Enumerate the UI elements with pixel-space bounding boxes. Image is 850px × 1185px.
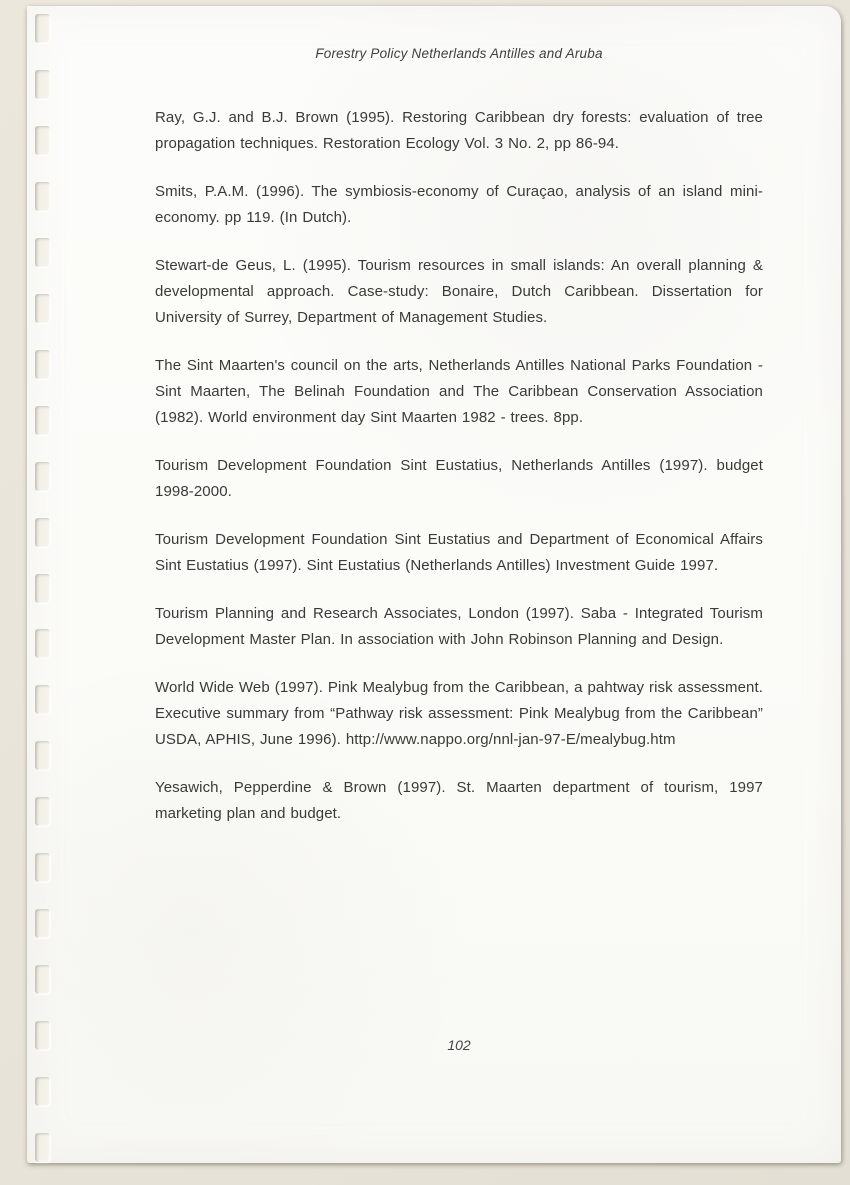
reference-entry: Ray, G.J. and B.J. Brown (1995). Restoring Caribbean dry forests: evaluation of tree propagation techniques. Restoration Ecology Vol. 3 No. 2, pp 86-94. — [155, 109, 763, 152]
binding-hole — [35, 1021, 50, 1050]
reference-list — [155, 105, 763, 849]
binding-hole — [35, 909, 50, 938]
binding-hole — [35, 853, 50, 882]
reference-entry: Tourism Development Foundation Sint Eustatius, Netherlands Antilles (1997). budget 1998-2000. — [155, 457, 763, 500]
binding-hole — [35, 965, 50, 994]
binding-hole — [35, 518, 50, 547]
reference-entry: World Wide Web (1997). Pink Mealybug from the Caribbean, a pahtway risk assessment. Executive summary from “Pathway risk assessment: Pink Mealybug from the Caribbean” USDA, APHIS, June 1996). http://www.nappo.org/nnl-jan-97-E/mealybug.htm — [155, 679, 763, 748]
binding-hole — [35, 350, 50, 379]
reference-entry: Yesawich, Pepperdine & Brown (1997). St. Maarten department of tourism, 1997 marketing plan and budget. — [155, 779, 763, 822]
binding-hole — [35, 406, 50, 435]
binding-hole — [35, 1077, 50, 1106]
binding-hole — [35, 238, 50, 267]
page-content — [155, 6, 763, 1163]
binding-hole — [35, 126, 50, 155]
page-number: 102 — [447, 1037, 471, 1053]
reference-entry: Tourism Planning and Research Associates, London (1997). Saba - Integrated Tourism Development Master Plan. In association with John Robinson Planning and Design. — [155, 605, 763, 648]
binding-hole — [35, 1133, 50, 1162]
reference-entry: Tourism Development Foundation Sint Eustatius and Department of Economical Affairs Sint Eustatius (1997). Sint Eustatius (Netherlands Antilles) Investment Guide 1997. — [155, 531, 763, 574]
binding-hole — [35, 70, 50, 99]
binding-hole — [35, 462, 50, 491]
binding-hole — [35, 14, 50, 43]
running-header: Forestry Policy Netherlands Antilles and Aruba — [315, 46, 603, 61]
binding-hole — [35, 685, 50, 714]
binding-hole — [35, 741, 50, 770]
reference-entry: Smits, P.A.M. (1996). The symbiosis-economy of Curaçao, analysis of an island mini-economy. pp 119. (In Dutch). — [155, 183, 763, 226]
binding-holes — [27, 6, 67, 1163]
binding-hole — [35, 574, 50, 603]
binding-hole — [35, 294, 50, 323]
binding-hole — [35, 629, 50, 658]
reference-entry: The Sint Maarten's council on the arts, Netherlands Antilles National Parks Foundation - Sint Maarten, The Belinah Foundation and The Caribbean Conservation Association (1982). World environment day Sint Maarten 1982 - trees. 8pp. — [155, 357, 763, 426]
binding-hole — [35, 182, 50, 211]
binding-hole — [35, 797, 50, 826]
reference-entry: Stewart-de Geus, L. (1995). Tourism resources in small islands: An overall planning & developmental approach. Case-study: Bonaire, Dutch Caribbean. Dissertation for University of Surrey, Department of Management Studies. — [155, 257, 763, 326]
scanned-page — [27, 6, 841, 1163]
